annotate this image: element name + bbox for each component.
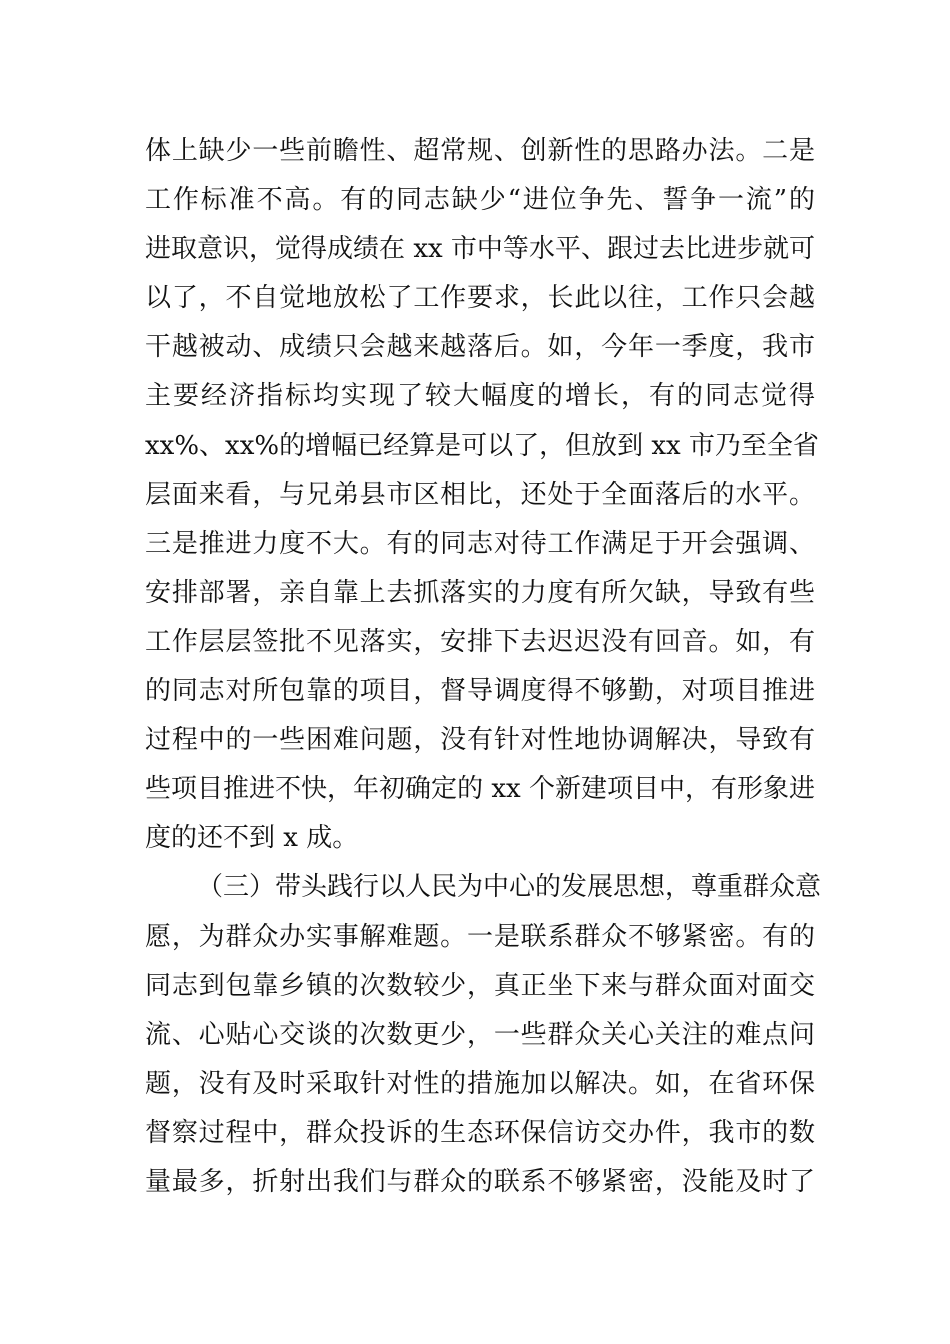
text-line: 同志到包靠乡镇的次数较少，真正坐下来与群众面对面交 xyxy=(145,970,815,1001)
text-line: 层面来看，与兄弟县市区相比，还处于全面落后的水平。 xyxy=(145,479,815,510)
text-line: 三是推进力度不大。有的同志对待工作满足于开会强调、 xyxy=(145,528,815,559)
text-line: 督察过程中，群众投诉的生态环保信访交办件，我市的数 xyxy=(145,1117,815,1148)
text-line: 体上缺少一些前瞻性、超常规、创新性的思路办法。二是 xyxy=(145,136,815,166)
text-line: （三）带头践行以人民为中心的发展思想，尊重群众意 xyxy=(197,872,822,903)
text-line: 题，没有及时采取针对性的措施加以解决。如，在省环保 xyxy=(145,1068,815,1099)
text-line: 工作标准不高。有的同志缺少“进位争先、誓争一流”的 xyxy=(145,185,815,216)
text-line: 主要经济指标均实现了较大幅度的增长，有的同志觉得 xyxy=(145,381,815,412)
text-line: 量最多，折射出我们与群众的联系不够紧密，没能及时了 xyxy=(145,1166,815,1197)
text-line: 工作层层签批不见落实，安排下去迟迟没有回音。如，有 xyxy=(145,626,815,657)
text-line: 度的还不到 x 成。 xyxy=(145,823,359,854)
text-line: 的同志对所包靠的项目，督导调度得不够勤，对项目推进 xyxy=(145,676,815,707)
text-line: 过程中的一些困难问题，没有针对性地协调解决，导致有 xyxy=(145,725,815,756)
text-line: 流、心贴心交谈的次数更少，一些群众关心关注的难点问 xyxy=(145,1019,815,1050)
text-line: 干越被动、成绩只会越来越落后。如，今年一季度，我市 xyxy=(145,332,815,363)
text-line: 进取意识，觉得成绩在 xx 市中等水平、跟过去比进步就可 xyxy=(145,234,815,265)
text-line: 安排部署，亲自靠上去抓落实的力度有所欠缺，导致有些 xyxy=(145,577,815,608)
text-line: 些项目推进不快，年初确定的 xx 个新建项目中，有形象进 xyxy=(145,774,815,805)
text-line: 愿，为群众办实事解难题。一是联系群众不够紧密。有的 xyxy=(145,921,815,952)
text-line: 以了，不自觉地放松了工作要求，长此以往，工作只会越 xyxy=(145,283,815,314)
text-line: xx%、xx%的增幅已经算是可以了，但放到 xx 市乃至全省 xyxy=(145,430,819,461)
body-text xyxy=(145,127,822,1207)
